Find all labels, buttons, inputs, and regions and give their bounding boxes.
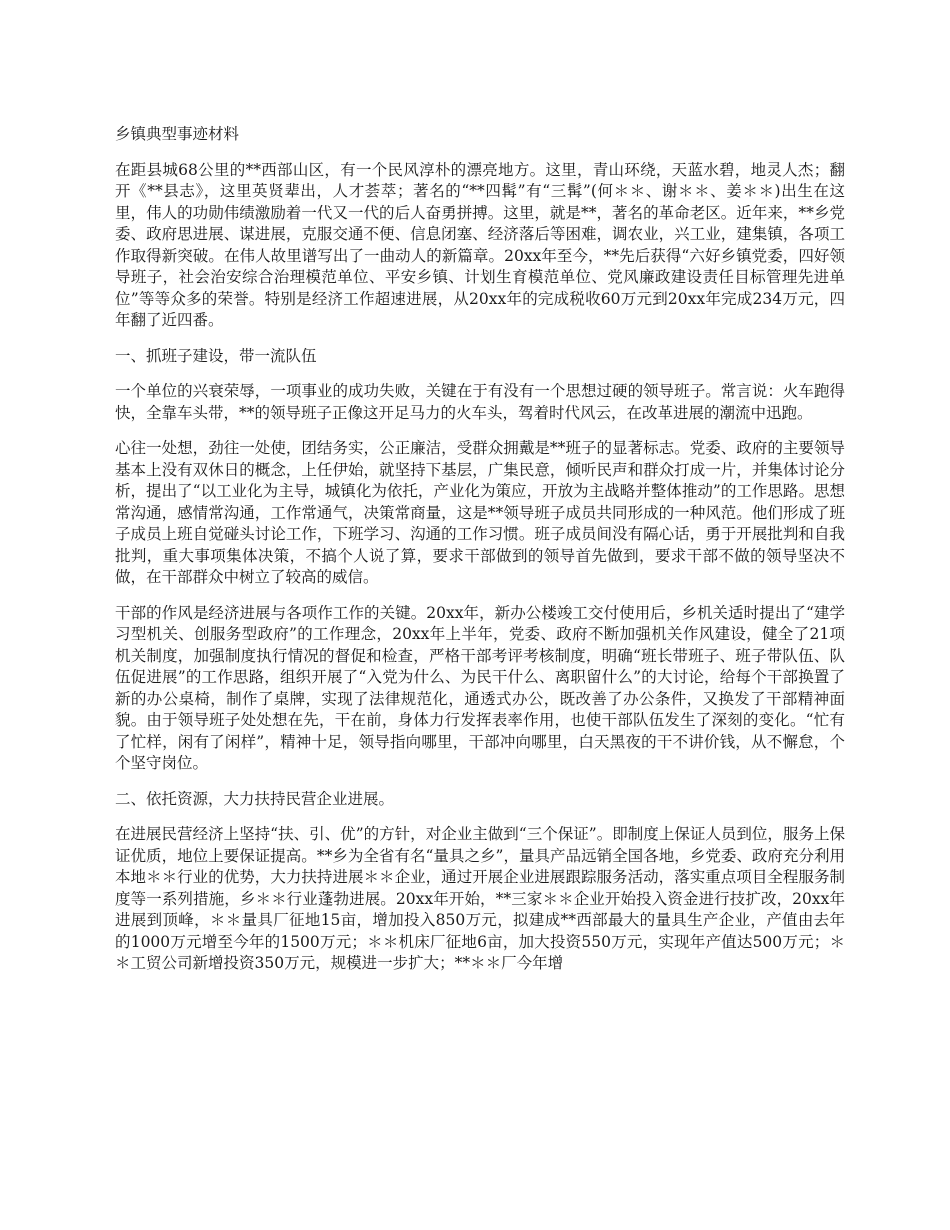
section-heading-2: 二、依托资源，大力扶持民营企业进展。 (115, 789, 395, 808)
paragraph-unity: 心往一处想，劲往一处使，团结务实，公正廉洁，受群众拥戴是**班子的显著标志。党委、政府的主要领导基本上没有双休日的概念，上任伊始，就坚持下基层，广集民意，倾听民声和群众打成一片，并集体讨论分析，提出了“以工业化为主导，城镇化为依托，产业化为策应，开放为主战略并整体推动”的工作思路。思想常沟通，感情常沟通，工作常通气，决策常商量，这是**领导班子成员共同形成的一种风范。他们形成了班子成员上班自觉碰头讨论工作，下班学习、沟通的工作习惯。班子成员间没有隔心话，勇于开展批判和自我批判，重大事项集体决策，不搞个人说了算，要求干部做到的领导首先做到，要求干部不做的领导坚决不做，在干部群众中树立了较高的威信。 (115, 439, 845, 586)
document-page (115, 124, 845, 989)
paragraph-private-enterprise: 在进展民营经济上坚持“扶、引、优”的方针，对企业主做到“三个保证”。即制度上保证人员到位，服务上保证优质，地位上要保证提高。**乡为全省有名“量具之乡”，量具产品远销全国各地，乡党委、政府充分利用本地＊＊行业的优势，大力扶持进展＊＊企业，通过开展企业进展跟踪服务活动，落实重点项目全程服务制度等一系列措施，乡＊＊行业蓬勃进展。20xx年开始，**三家＊＊企业开始投入资金进行技扩改，20xx年进展到顶峰，＊＊量具厂征地15亩，增加投入850万元，拟建成**西部最大的量具生产企业，产值由去年的1000万元增至今年的1500万元；＊＊机床厂征地6亩，加大投资550万元，实现年产值达500万元；＊＊工贸公司新增投资350万元，规模进一步扩大；**＊＊厂今年增 (115, 825, 845, 972)
paragraph-intro: 在距县城68公里的**西部山区，有一个民风淳朴的漂亮地方。这里，青山环绕，天蓝水碧，地灵人杰；翻开《**县志》，这里英贤辈出，人才荟萃；著名的“**四髯”有“三髯”(何＊＊、谢＊＊、姜＊＊)出生在这里，伟人的功勋伟绩激励着一代又一代的后人奋勇拼搏。这里，就是**，著名的革命老区。近年来，**乡党委、政府思进展、谋进展，克服交通不便、信息闭塞、经济落后等困难，调农业，兴工业，建集镇，各项工作取得新突破。在伟人故里谱写出了一曲动人的新篇章。20xx年至今，**先后获得“六好乡镇党委，四好领导班子，社会治安综合治理模范单位、平安乡镇、计划生育模范单位、党风廉政建设责任目标管理先进单位”等等众多的荣誉。特别是经济工作超速进展，从20xx年的完成税收60万元到20xx年完成234万元，四年翻了近四番。 (115, 160, 845, 329)
section-heading-1: 一、抓班子建设，带一流队伍 (115, 346, 317, 365)
paragraph-leadership: 一个单位的兴衰荣辱，一项事业的成功失败，关键在于有没有一个思想过硬的领导班子。常言说：火车跑得快，全靠车头带，**的领导班子正像这开足马力的火车头，驾着时代风云，在改革进展的潮流中迅跑。 (115, 382, 845, 422)
document-title: 乡镇典型事迹材料 (115, 125, 240, 143)
paragraph-cadre-style: 干部的作风是经济进展与各项作工作的关键。20xx年，新办公楼竣工交付使用后，乡机关适时提出了“建学习型机关、创服务型政府”的工作理念，20xx年上半年，党委、政府不断加强机关作风建设，健全了21项机关制度，加强制度执行情况的督促和检查，严格干部考评考核制度，明确“班长带班子、班子带队伍、队伍促进展”的工作思路，组织开展了“入党为什么、为民干什么、离职留什么”的大讨论，给每个干部换置了新的办公桌椅，制作了桌牌，实现了法律规范化，通透式办公，既改善了办公条件，又换发了干部精神面貌。由于领导班子处处想在先，干在前，身体力行发挥表率作用，也使干部队伍发生了深刻的变化。“忙有了忙样，闲有了闲样”，精神十足，领导指向哪里，干部冲向哪里，白天黑夜的干不讲价钱，从不懈怠，个个坚守岗位。 (115, 603, 845, 772)
